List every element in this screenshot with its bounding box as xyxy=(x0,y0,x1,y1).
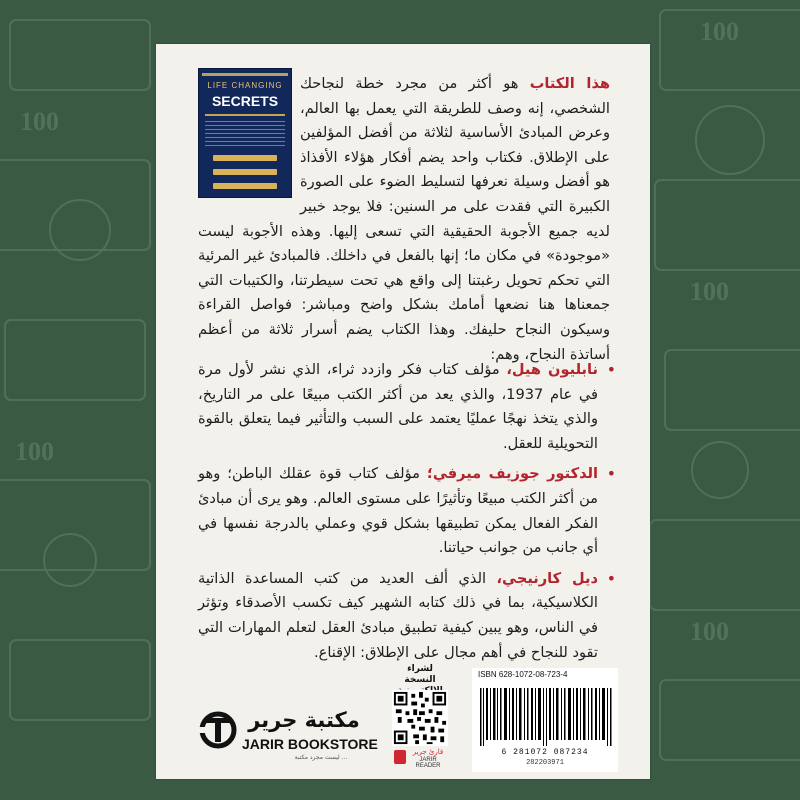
list-item-hill xyxy=(198,358,618,456)
svg-text:100: 100 xyxy=(15,437,54,466)
cover-title-line1: LIFE CHANGING xyxy=(207,81,283,90)
author-name: الدكتور جوزيف ميرفي؛ xyxy=(426,465,598,483)
authors-list xyxy=(198,358,618,671)
qr-code-icon[interactable] xyxy=(392,690,448,746)
author-description: مؤلف كتاب فكر وازدد ثراء، الذي نشر لأول مرة في عام 1937، والذي يعد من أكثر الكتب مبيعًا على مر التاريخ، والذي يتخذ نهجًا عمليًا يعتمد على السبب والتأثير فيما يتعلق بالقوة التحويلية للعقل. xyxy=(198,361,598,452)
svg-text:100: 100 xyxy=(690,617,729,646)
barcode-digits: 6 281072 087234 xyxy=(501,748,589,757)
svg-text:100: 100 xyxy=(690,277,729,306)
bullet-dot: • xyxy=(606,568,616,588)
bullet-dot: • xyxy=(606,360,616,379)
logo-english-text: JARIR BOOKSTORE xyxy=(242,736,378,752)
list-item-murphy xyxy=(198,462,618,560)
isbn-label: ISBN 628-1072-08-723-4 xyxy=(478,670,568,679)
logo-arabic-text: مكتبة جرير xyxy=(248,708,360,732)
author-description: مؤلف كتاب قوة عقلك الباطن؛ وهو من أكثر الكتب مبيعًا وتأثيرًا على مستوى العالم. وهو يرى أن مبادئ الفكر الفعال يمكن تطبيقها بشكل قوي وعملي بالدرجة نفسها في أي جانب من جوانب حياتنا. xyxy=(198,465,598,557)
svg-text:100: 100 xyxy=(700,17,739,46)
logo-tagline: ... ليست مجرد مكتبة xyxy=(294,754,348,761)
cover-title-line2: SECRETS xyxy=(211,93,279,109)
author-name: ديل كارنيجي، xyxy=(496,569,598,587)
reader-arabic: قارئ جرير xyxy=(412,748,444,756)
jarir-logo-icon xyxy=(198,710,238,750)
jarir-reader-badge xyxy=(394,748,446,769)
isbn-barcode-block xyxy=(472,668,618,772)
jarir-bookstore-logo xyxy=(198,708,378,768)
author-description: الذي ألف العديد من كتب المساعدة الذاتية الكلاسيكية، بما في ذلك كتابه الشهير كيف تكسب الأصدقاء وتؤثر في الناس، وهو يبين كيفية تطبيق مبادئ العقل لتعلم المهارات التي تقود للنجاح في أهم مجال على الإطلاق: الإقناع. xyxy=(198,569,598,661)
svg-text:100: 100 xyxy=(20,107,59,136)
list-item-carnegie xyxy=(198,567,618,665)
intro-text: هو أكثر من مجرد خطة لنجاحك الشخصي، إنه وصف للطريقة التي يعمل بها العالم، وعرض المبادئ الأساسية لثلاثة من أفضل المؤلفين على الإطلاق. فكتاب واحد يضم أفكار هؤلاء الأفذاذ هو أفضل وسيلة نعرفها لتسليط الضوء على الصورة الكبيرة التي فقدت على مر السنين: فلا يوجد خبير لديه جميع الأجوبة الحقيقية التي تسعى إليها. وهذه الأجوبة ليست «موجودة» في مكان ما؛ إنها بالفعل في داخلك. فالمبادئ غير المرئية التي تحكم تحويل رغبتنا إلى واقع هي تحت سيطرتنا، والكتيبات التي جمعناها هنا نضعها أمامك بشكل واضح ومباشر: فواصل القراءة وسيكون النجاح حليفك. وهذا الكتاب يضم أسرار ثلاثة من أعظم أساتذة النجاح، وهم: xyxy=(198,75,610,363)
bullet-dot: • xyxy=(606,464,616,484)
ebook-label: لشراء النسخة xyxy=(404,664,436,685)
ebook-qr-block xyxy=(390,664,450,772)
reader-english: JARIR READER xyxy=(415,757,441,769)
barcode-secondary-number: 282203971 xyxy=(526,759,564,767)
cover-float-spacer xyxy=(198,72,300,208)
intro-highlight: هذا الكتاب xyxy=(529,75,610,92)
barcode-icon xyxy=(478,688,612,746)
intro-paragraph xyxy=(198,72,610,367)
book-icon xyxy=(394,750,406,764)
author-name: نابليون هيل، xyxy=(506,361,598,378)
